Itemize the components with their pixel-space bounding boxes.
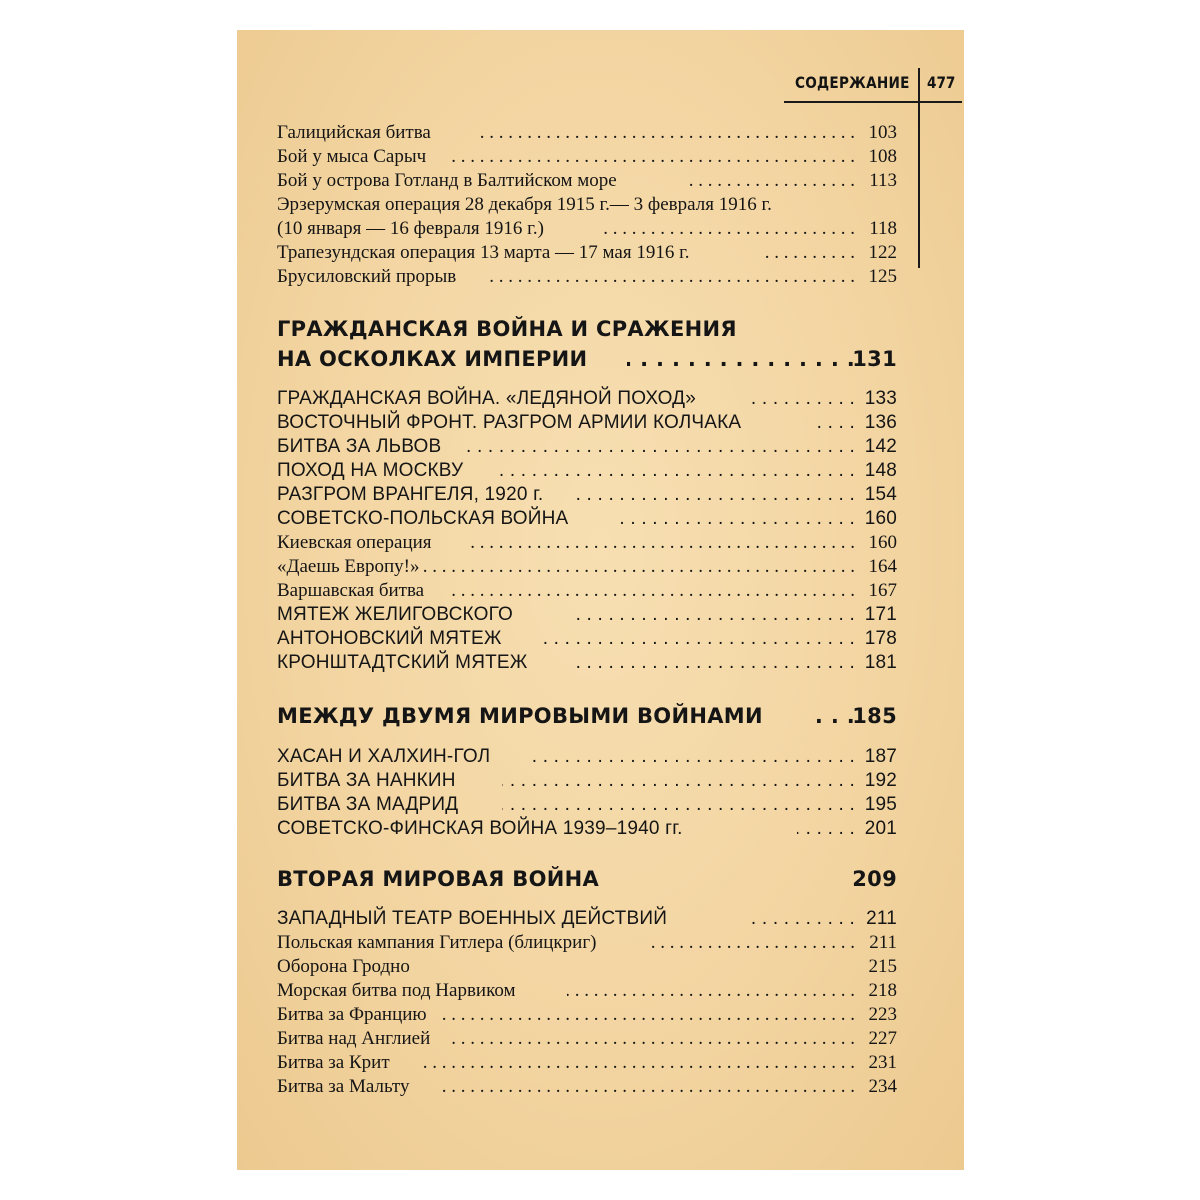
- leader-dots: [462, 435, 855, 459]
- toc-entry: [277, 907, 897, 931]
- toc-entry: [277, 979, 897, 1003]
- toc-entry-page: 187: [864, 746, 897, 767]
- toc-entry-title: ГРАЖДАНСКАЯ ВОЙНА. «ЛЕДЯНОЙ ПОХОД»: [277, 388, 697, 409]
- leader-dots: [502, 793, 855, 817]
- toc-entry-title: МЯТЕЖ ЖЕЛИГОВСКОГО: [277, 604, 513, 625]
- toc-entry-page: 209: [852, 867, 897, 891]
- toc-entry: [277, 603, 897, 627]
- section-heading-line1: ГРАЖДАНСКАЯ ВОЙНА И СРАЖЕНИЯ: [277, 317, 737, 341]
- toc-entry: [277, 817, 897, 841]
- toc-entry: [277, 483, 897, 507]
- toc-entry: [277, 459, 897, 483]
- toc-entry: [277, 627, 897, 651]
- toc-entry-title: Бой у острова Готланд в Балтийском море: [277, 170, 617, 191]
- toc-entry: [277, 955, 897, 979]
- toc-entry: [277, 217, 897, 241]
- toc-entry: [277, 793, 897, 817]
- toc-entry-page: 148: [864, 460, 897, 481]
- leader-dots: [487, 265, 855, 289]
- toc-entry-title: «Даешь Европу!»: [277, 556, 420, 577]
- toc-entry-title: КРОНШТАДТСКИЙ МЯТЕЖ: [277, 652, 528, 673]
- leader-dots: [572, 483, 855, 507]
- toc-entry-page: 142: [864, 436, 897, 457]
- toc-entry-title: (10 января — 16 февраля 1916 г.): [277, 218, 544, 239]
- toc-entry-title: Бой у мыса Сарыч: [277, 146, 427, 167]
- toc-entry-page: 154: [864, 484, 897, 505]
- toc-entry: [277, 265, 897, 289]
- toc-entry-title: Морская битва под Нарвиком: [277, 980, 516, 1001]
- toc-entry-title: Битва за Крит: [277, 1052, 390, 1073]
- leader-dots: [437, 1075, 855, 1099]
- leader-dots: [417, 1051, 855, 1075]
- toc-entry-page: 118: [869, 218, 897, 239]
- leader-dots: [627, 344, 855, 374]
- leader-dots: [497, 459, 855, 483]
- leader-dots: [567, 979, 855, 1003]
- toc-entry-page: 136: [864, 412, 897, 433]
- toc-entry-page: 122: [868, 242, 897, 263]
- toc-entry-page: 133: [864, 388, 897, 409]
- leader-dots: [577, 603, 855, 627]
- toc-entry-page: 231: [868, 1052, 897, 1073]
- toc-entry-title-line1: Эрзерумская операция 28 декабря 1915 г.— 3 февраля 1916 г.: [277, 194, 772, 215]
- toc-entry-title: Брусиловский прорыв: [277, 266, 457, 287]
- toc-entry: [277, 1027, 897, 1051]
- toc-entry-title: ВОСТОЧНЫЙ ФРОНТ. РАЗГРОМ АРМИИ КОЛЧАКА: [277, 412, 742, 433]
- leader-dots: [477, 121, 855, 145]
- toc-entry-page: 181: [864, 652, 897, 673]
- leader-dots: [747, 387, 855, 411]
- leader-dots: [452, 579, 855, 603]
- toc-entry-page: 201: [864, 818, 897, 839]
- toc-entry: [277, 387, 897, 411]
- toc-entry: [277, 769, 897, 793]
- toc-entry-page: 103: [868, 122, 897, 143]
- leader-dots: [602, 217, 855, 241]
- leader-dots: [687, 169, 855, 193]
- leader-dots: [452, 145, 855, 169]
- leader-dots: [817, 701, 855, 731]
- toc-entry-page: 185: [852, 704, 897, 728]
- header-rule: [784, 101, 962, 103]
- toc-entry-title: БИТВА ЗА МАДРИД: [277, 794, 459, 815]
- toc-entry-title: ПОХОД НА МОСКВУ: [277, 460, 464, 481]
- toc-entry: [277, 1075, 897, 1099]
- section-heading-title: МЕЖДУ ДВУМЯ МИРОВЫМИ ВОЙНАМИ: [277, 704, 763, 728]
- leader-dots: [817, 411, 855, 435]
- toc-entry: [277, 555, 897, 579]
- leader-dots: [797, 817, 855, 841]
- section-heading: [277, 701, 897, 731]
- toc-entry-page: 113: [869, 170, 897, 191]
- section-heading: [277, 344, 897, 374]
- leader-dots: [502, 769, 855, 793]
- toc-entry-page: 178: [864, 628, 897, 649]
- toc-entry-page: 223: [868, 1004, 897, 1025]
- toc-entry-page: 234: [868, 1076, 897, 1097]
- leader-dots: [542, 627, 855, 651]
- leader-dots: [442, 1003, 855, 1027]
- toc-entry: [277, 169, 897, 193]
- book-page: [237, 30, 964, 1170]
- page-number: 477: [927, 73, 956, 92]
- toc-entry-page: 160: [864, 508, 897, 529]
- toc-entry: [277, 241, 897, 265]
- leader-dots: [452, 1027, 855, 1051]
- toc-entry-page: 108: [868, 146, 897, 167]
- toc-entry-title: Галицийская битва: [277, 122, 431, 143]
- toc-entry: [277, 411, 897, 435]
- toc-entry: [277, 1051, 897, 1075]
- leader-dots: [617, 507, 855, 531]
- toc-entry-title: АНТОНОВСКИЙ МЯТЕЖ: [277, 628, 502, 649]
- toc-entry-page: 218: [868, 980, 897, 1001]
- toc-entry: [277, 507, 897, 531]
- toc-entry-title: Битва за Мальту: [277, 1076, 410, 1097]
- toc-entry-title: Варшавская битва: [277, 580, 425, 601]
- toc-entry-title: Битва над Англией: [277, 1028, 431, 1049]
- toc-entry-page: 211: [866, 908, 897, 929]
- toc-entry-title: ЗАПАДНЫЙ ТЕАТР ВОЕННЫХ ДЕЙСТВИЙ: [277, 908, 668, 929]
- toc-entry: [277, 579, 897, 603]
- toc-entry: [277, 435, 897, 459]
- toc-entry-page: 164: [868, 556, 897, 577]
- leader-dots: [422, 555, 855, 579]
- running-header-title: СОДЕРЖАНИЕ: [795, 73, 910, 92]
- toc-entry: [277, 121, 897, 145]
- toc-entry-title: Трапезундская операция 13 марта — 17 мая 1916 г.: [277, 242, 690, 263]
- toc-entry-title: ХАСАН И ХАЛХИН-ГОЛ: [277, 746, 491, 767]
- toc-entry-page: 125: [868, 266, 897, 287]
- toc-entry: [277, 145, 897, 169]
- toc-entry-page: 211: [869, 932, 897, 953]
- toc-entry: [277, 531, 897, 555]
- leader-dots: [467, 531, 855, 555]
- header-vertical-rule: [918, 68, 920, 268]
- toc-entry: [277, 1003, 897, 1027]
- toc-entry-title: БИТВА ЗА НАНКИН: [277, 770, 456, 791]
- toc-entry-title: РАЗГРОМ ВРАНГЕЛЯ, 1920 г.: [277, 484, 544, 505]
- toc-entry-title: Оборона Гродно: [277, 956, 410, 977]
- toc-entry: [277, 651, 897, 675]
- leader-dots: [532, 745, 855, 769]
- toc-entry-title: БИТВА ЗА ЛЬВОВ: [277, 436, 442, 457]
- toc-entry-page: 227: [868, 1028, 897, 1049]
- section-heading-title: НА ОСКОЛКАХ ИМПЕРИИ: [277, 347, 588, 371]
- leader-dots: [747, 907, 855, 931]
- section-heading: [277, 864, 897, 894]
- toc-entry-page: 215: [868, 956, 897, 977]
- toc-entry-page: 171: [864, 604, 897, 625]
- toc-entry-title: Польская кампания Гитлера (блицкриг): [277, 932, 597, 953]
- toc-entry-title: Битва за Францию: [277, 1004, 427, 1025]
- leader-dots: [647, 931, 855, 955]
- leader-dots: [577, 651, 855, 675]
- toc-entry: [277, 931, 897, 955]
- toc-entry-page: 160: [868, 532, 897, 553]
- toc-entry-page: 131: [852, 347, 897, 371]
- toc-entry: [277, 745, 897, 769]
- toc-entry-title: СОВЕТСКО-ФИНСКАЯ ВОЙНА 1939–1940 гг.: [277, 818, 683, 839]
- leader-dots: [762, 241, 855, 265]
- toc-entry-title: Киевская операция: [277, 532, 432, 553]
- toc-entry-title: СОВЕТСКО-ПОЛЬСКАЯ ВОЙНА: [277, 508, 569, 529]
- toc-entry-page: 167: [868, 580, 897, 601]
- toc-entry-page: 192: [864, 770, 897, 791]
- section-heading-title: ВТОРАЯ МИРОВАЯ ВОЙНА: [277, 867, 600, 891]
- toc-entry-page: 195: [864, 794, 897, 815]
